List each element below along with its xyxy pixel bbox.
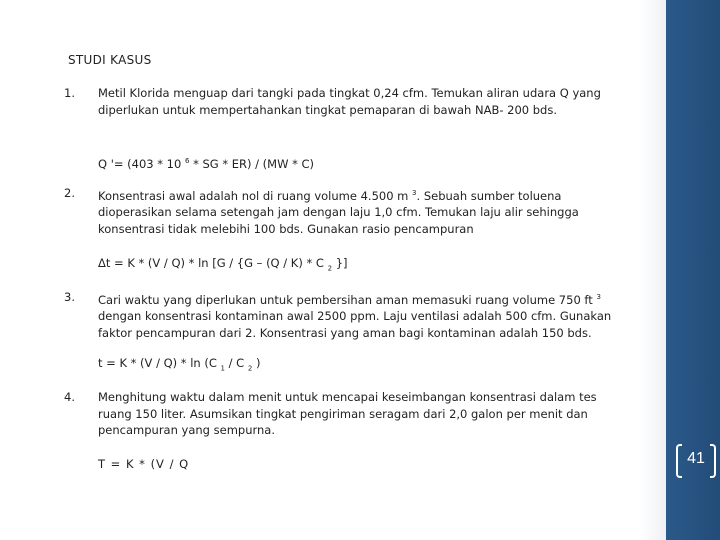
item-text-4: Menghitung waktu dalam menit untuk mencapai keseimbangan konsentrasi dalam tes ruang 150 liter. Asumsikan tingkat pengiriman seragam dari 2,0 galon per menit dan pencampuran yang sempurna.: [98, 390, 597, 437]
bracket-right-icon: [710, 444, 716, 478]
formula-2: Δt = K * (V / Q) * ln [G / {G – (Q / K) * C $_2$ }]: [98, 256, 348, 273]
page-number: 41: [687, 450, 705, 467]
item-number-4: 4.: [64, 390, 75, 404]
item-number-2: 2.: [64, 186, 75, 200]
heading: STUDI KASUS: [68, 53, 152, 67]
item-text-1: Metil Klorida menguap dari tangki pada tingkat 0,24 cfm. Temukan aliran udara Q yang diperlukan untuk mempertahankan tingkat pemaparan di bawah NAB- 200 bds.: [98, 86, 601, 117]
item-number-1: 1.: [64, 86, 75, 100]
item-number-3: 3.: [64, 290, 75, 304]
formula-4: T = K * (V / Q: [98, 457, 190, 471]
formula-1: Q '= (403 * 10 $^6$ * SG * ER) / (MW * C): [98, 156, 315, 171]
item-text-3: Cari waktu yang diperlukan untuk pembersihan aman memasuki ruang volume 750 ft $^3$ dengan konsentrasi kontaminan awal 2500 ppm. Laju ventilasi adalah 500 cfm. Gunakan faktor pencampuran dari 2. Konsentrasi yang aman bagi kontaminan adalah 150 bds.: [98, 292, 612, 340]
formula-3: t = K * (V / Q) * ln (C $_1$ / C $_2$ ): [98, 356, 261, 373]
page-number-badge: [676, 444, 716, 478]
side-light-strip: [640, 0, 666, 540]
item-text-2: Konsentrasi awal adalah nol di ruang volume 4.500 m $^3$. Sebuah sumber toluena dioperasikan selama setengah jam dengan laju 1,0 cfm. Temukan laju alir sehingga konsentrasi tidak melebihi 100 bds. Gunakan rasio pencampuran: [98, 188, 579, 236]
